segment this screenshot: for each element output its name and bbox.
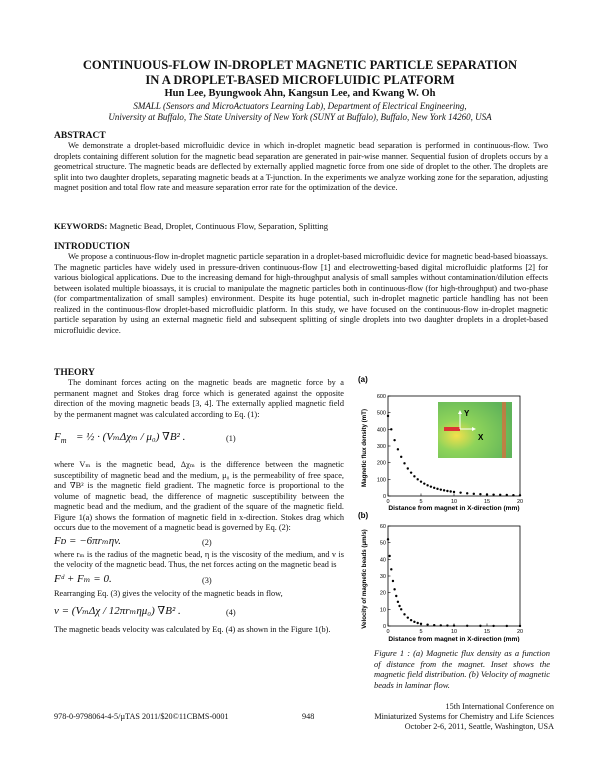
- data-point-b: [417, 622, 419, 624]
- data-point-b: [407, 616, 409, 618]
- data-point-a: [393, 439, 395, 441]
- data-point-b: [453, 624, 455, 626]
- data-point-b: [410, 619, 412, 621]
- authors: Hun Lee, Byungwook Ahn, Kangsun Lee, and Kwang W. Oh: [164, 88, 436, 99]
- inset-x-label: X: [478, 433, 484, 442]
- data-point-b: [387, 538, 389, 540]
- data-point-a: [443, 489, 445, 491]
- paper-title-line2: IN A DROPLET-BASED MICROFLUIDIC PLATFORM: [145, 73, 455, 87]
- data-point-a: [407, 467, 409, 469]
- data-point-b: [397, 601, 399, 603]
- data-point-b: [426, 623, 428, 625]
- data-point-b: [506, 625, 508, 627]
- theory-paragraph: Rearranging Eq. (3) gives the velocity of the magnetic beads in flow,: [54, 588, 283, 598]
- data-point-a: [450, 490, 452, 492]
- y-tick-label-b: 60: [379, 524, 386, 530]
- equation-4-number: (4): [226, 608, 236, 617]
- equation-3: [54, 571, 344, 589]
- data-point-a: [410, 471, 412, 473]
- theory-paragraph: The magnetic beads velocity was calculated by Eq. (4) as shown in the Figure 1(b).: [54, 625, 331, 634]
- data-point-a: [390, 428, 392, 430]
- field-distribution-inset: [438, 402, 512, 458]
- keywords-text: Magnetic Bead, Droplet, Continuous Flow, Separation, Splitting: [107, 221, 329, 231]
- equation-2-number: (2): [202, 537, 212, 547]
- data-point-a: [446, 490, 448, 492]
- chart-panel-a: [358, 375, 523, 512]
- data-point-b: [392, 580, 394, 582]
- data-point-a: [512, 494, 514, 496]
- equation-3-body: Fᵈ + Fₘ = 0.: [54, 572, 112, 585]
- data-point-b: [413, 621, 415, 623]
- introduction-text: We propose a continuous-flow in-droplet magnetic particle separation in a droplet-based microfluidic device for magnetic bead-based bioassays. The magnetic particles have widely used in pressure-driven continuous-flow [1] and electrowetting-based digital microfluidic platforms [2] for various biological applications. Due to the increasing demand for high-throughput analysis of small samples without contamination/dilution effects between isolated multiple bioassays, it is crucial to manipulate the magnetic particles both in continuous-flow (for high-throughput) and two-phase (for compartmentalization of small samples) environment. Despite its huge potential, such in-droplet magnetic particle handling has not been realized in the continuous-flow droplet-based microfluidic platform. In this study, we have focused on the continuous-flow in-droplet magnetic particle separation by using an external magnetic field and subsequent splitting of single droplets into two daughter droplets in a droplet-based microfluidic device.: [54, 252, 548, 335]
- data-point-a: [459, 491, 461, 493]
- affiliation-line2: University at Buffalo, The State University of New York (SUNY at Buffalo), Buffalo, New York 14260, USA: [108, 112, 492, 122]
- data-point-b: [519, 625, 521, 627]
- x-tick-label-a: 5: [419, 499, 423, 505]
- data-point-a: [417, 478, 419, 480]
- x-tick-label-b: 0: [386, 629, 390, 635]
- equation-1-rhs: = ½ · (VₘΔχₘ / μ₀) ∇B² .: [76, 431, 186, 443]
- data-point-a: [473, 493, 475, 495]
- equation-2: [54, 534, 344, 550]
- page-number: 948: [302, 712, 315, 721]
- y-tick-label-a: 200: [376, 460, 386, 467]
- y-tick-label-a: 600: [376, 394, 386, 400]
- theory-paragraph: The dominant forces acting on the magnetic beads are magnetic force by a permanent magnet and Stokes drag force which is generated against the opposite direction of the moving magnetic beads [3, 4]. The externally applied magnetic field by the permanent magnet was calculated according to Eq. (1):: [54, 378, 344, 419]
- abstract-text: We demonstrate a droplet-based microfluidic device in which in-droplet magnetic bead separation is performed in continuous-flow. Two droplets containing different solution for the magnetic bead separation are generated in pair-wise manner. Sequential fusion of droplets occurs by a geometrical structure. The magnetic beads are deflected by externally applied magnetic force from one side of droplet to the other. The droplets are split into two daughter droplets, separating magnetic beads at a T-junction. In the experiments we analyze working zone for the separation, adjusting magnet position and total flow rate and measure separation error rate for the optimization of the device.: [54, 141, 548, 192]
- inset-magnet-edge: [502, 402, 506, 458]
- data-point-b: [492, 625, 494, 627]
- theory-paragraph: where Vₘ is the magnetic bead, Δχₘ is the difference between the magnetic susceptibility of magnetic bead and the medium, μ₀ is the permeability of free space, and ∇B² is the magnetic field gradient. The magnetic force is proportional to the volume of magnetic bead, the difference of magnetic susceptibility between the magnetic bead and the medium, and the gradient of the square of the magnetic field. Figure 1(a) shows the formation of magnetic field in x-direction. Stokes drag which occurs due to the movement of a magnetic bead is governed by Eq. (2):: [54, 460, 344, 532]
- conference-line1: 15th International Conference on: [445, 702, 554, 711]
- data-point-b: [420, 623, 422, 625]
- chart-panel-b: [358, 511, 523, 642]
- data-point-a: [400, 456, 402, 458]
- equation-3-number: (3): [202, 575, 212, 585]
- data-point-a: [440, 488, 442, 490]
- data-point-b: [440, 624, 442, 626]
- inset-magnet: [444, 427, 460, 431]
- data-point-a: [492, 493, 494, 495]
- equation-1: [54, 420, 344, 460]
- panel-label-a: (a): [358, 375, 368, 384]
- equation-4: [54, 599, 344, 625]
- conference-line3: October 2-6, 2011, Seattle, Washington, USA: [404, 722, 554, 731]
- data-point-b: [388, 555, 390, 557]
- data-point-a: [479, 493, 481, 495]
- y-tick-label-a: 0: [382, 494, 386, 500]
- x-tick-label-a: 20: [516, 499, 524, 505]
- data-point-a: [430, 485, 432, 487]
- data-point-b: [400, 608, 402, 610]
- y-tick-label-a: 500: [376, 410, 386, 417]
- equation-1-lhs: $F_m$: [54, 431, 67, 446]
- theory-paragraph: where rₘ is the radius of the magnetic bead, η is the viscosity of the medium, and v is the velocity of the magnetic bead. Thus, the net forces acting on the magnetic bead is: [54, 549, 344, 569]
- data-point-a: [436, 488, 438, 490]
- data-point-b: [466, 625, 468, 627]
- x-tick-label-a: 10: [450, 499, 458, 505]
- data-point-a: [433, 487, 435, 489]
- x-tick-label-b: 5: [419, 629, 423, 635]
- x-tick-label-b: 20: [516, 629, 524, 635]
- data-point-a: [423, 482, 425, 484]
- paper-title-line1: CONTINUOUS-FLOW IN-DROPLET MAGNETIC PARTICLE SEPARATION: [82, 58, 518, 72]
- figure-1-caption: Figure 1 : (a) Magnetic flux density as a function of distance from the magnet. Inset shows the magnetic field distribution. (b) Velocity of magnetic beads in laminar flow.: [374, 648, 550, 690]
- data-point-a: [403, 462, 405, 464]
- theory-heading: THEORY: [54, 368, 95, 378]
- footer-conference: [360, 702, 554, 732]
- data-point-a: [486, 493, 488, 495]
- y-tick-label-a: 400: [376, 427, 386, 434]
- y-axis-label-b: Velocity of magnetic beads (µm/s): [361, 529, 368, 629]
- y-tick-label-a: 100: [376, 477, 386, 484]
- data-point-b: [395, 595, 397, 597]
- affiliation-line1: SMALL (Sensors and MicroActuators Learning Lab), Department of Electrical Engineering,: [133, 101, 467, 111]
- y-tick-label-a: 300: [376, 444, 386, 450]
- data-point-a: [506, 494, 508, 496]
- equation-1-number: (1): [226, 434, 236, 443]
- x-tick-label-a: 15: [483, 499, 491, 505]
- equation-2-body: Fᴅ = −6πrₘηv.: [54, 534, 121, 547]
- y-tick-label-b: 50: [379, 540, 386, 547]
- panel-label-b: (b): [358, 511, 369, 520]
- x-tick-label-a: 0: [386, 499, 390, 505]
- abstract-heading: ABSTRACT: [54, 131, 106, 141]
- equation-4-body: v = (VₘΔχ / 12πrₘημ₀) ∇B² .: [54, 605, 181, 617]
- data-point-b: [393, 588, 395, 590]
- x-tick-label-b: 10: [450, 629, 458, 635]
- data-point-b: [403, 613, 405, 615]
- y-tick-label-b: 0: [382, 624, 386, 630]
- plot-frame-b: [388, 526, 520, 626]
- x-axis-label-a: Distance from magnet in X-direction (mm): [388, 505, 520, 512]
- figure-1: [350, 372, 555, 642]
- keywords-label: KEYWORDS:: [54, 221, 108, 231]
- data-point-a: [387, 415, 389, 417]
- footer-isbn: 978-0-9798064-4-5/µTAS 2011/$20©11CBMS-0001: [54, 712, 229, 721]
- theory-column: [54, 378, 344, 636]
- data-point-b: [390, 568, 392, 570]
- data-point-b: [398, 605, 400, 607]
- keywords: [54, 221, 548, 231]
- data-point-b: [433, 624, 435, 626]
- data-point-a: [466, 492, 468, 494]
- data-point-a: [426, 484, 428, 486]
- data-point-a: [453, 491, 455, 493]
- x-tick-label-b: 15: [483, 629, 491, 635]
- y-tick-label-b: 20: [379, 590, 386, 597]
- y-tick-label-b: 10: [379, 607, 386, 614]
- data-point-a: [420, 480, 422, 482]
- y-tick-label-b: 40: [379, 557, 386, 564]
- inset-y-label: Y: [464, 409, 470, 418]
- data-point-a: [397, 448, 399, 450]
- conference-line2: Miniaturized Systems for Chemistry and Life Sciences: [374, 712, 554, 721]
- data-point-a: [499, 494, 501, 496]
- data-point-b: [446, 624, 448, 626]
- x-axis-label-b: Distance from magnet in X-direction (mm): [388, 636, 520, 642]
- y-axis-label-a: Magnetic flux density (mT): [361, 408, 368, 488]
- introduction-heading: INTRODUCTION: [54, 242, 131, 252]
- data-point-a: [413, 475, 415, 477]
- data-point-a: [519, 494, 521, 496]
- y-tick-label-b: 30: [379, 574, 386, 580]
- data-point-b: [479, 625, 481, 627]
